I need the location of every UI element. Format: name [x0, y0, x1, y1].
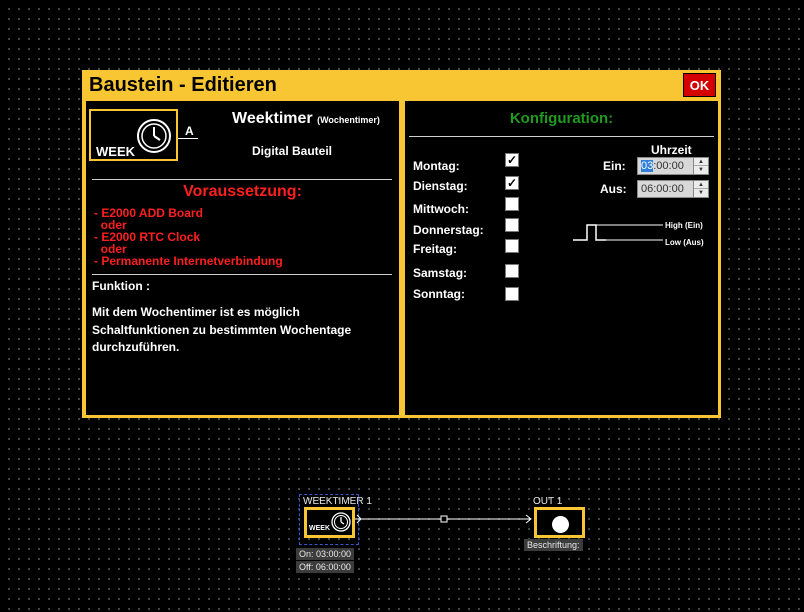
weektimer-block[interactable] [304, 507, 355, 538]
divider [92, 179, 392, 180]
divider [92, 274, 392, 275]
timer-block-label: WEEK [309, 525, 330, 532]
time-title: Uhrzeit [651, 143, 692, 157]
checkbox-freitag[interactable] [505, 239, 519, 253]
output-label: A [185, 124, 194, 138]
signal-diagram [571, 221, 665, 243]
requirement-item: - Permanente Internetverbindung [94, 254, 283, 268]
off-time-value: 06:00:00 [641, 183, 684, 195]
on-time-value [641, 160, 684, 172]
dialog-title: Baustein - Editieren [89, 74, 277, 96]
on-label: Ein: [603, 159, 626, 173]
day-label-donnerstag: Donnerstag: [413, 223, 484, 237]
checkbox-sonntag[interactable] [505, 287, 519, 301]
requirement-item: - E2000 ADD Board [94, 206, 203, 220]
requirement-item: oder [94, 218, 127, 232]
timer-off-info: Off: 06:00:00 [296, 561, 354, 573]
day-label-freitag: Freitag: [413, 242, 458, 256]
chevron-down-icon[interactable]: ▼ [698, 167, 704, 173]
info-panel [86, 101, 399, 415]
checkbox-mittwoch[interactable] [505, 197, 519, 211]
chevron-up-icon[interactable]: ▲ [694, 158, 708, 166]
edit-dialog [82, 70, 721, 418]
function-line: durchzuführen. [92, 340, 180, 354]
legend-high: High (Ein) [665, 221, 703, 230]
day-label-samstag: Samstag: [413, 266, 468, 280]
ok-button[interactable]: OK [683, 73, 716, 97]
out-node-name: OUT 1 [533, 496, 563, 507]
function-title: Funktion : [92, 279, 150, 293]
config-title: Konfiguration: [509, 110, 614, 127]
clock-icon [331, 512, 351, 532]
chevron-down-icon[interactable]: ▼ [698, 190, 704, 196]
off-time-input[interactable] [637, 180, 709, 198]
component-title [232, 110, 380, 128]
timer-on-info: On: 03:00:00 [296, 548, 354, 560]
out-caption: Beschriftung: [524, 539, 583, 551]
checkbox-montag[interactable]: ✓ [506, 153, 518, 167]
component-subtitle: Digital Bauteil [252, 144, 333, 158]
checkbox-samstag[interactable] [505, 264, 519, 278]
day-label-dienstag: Dienstag: [413, 179, 468, 193]
timer-node-name: WEEKTIMER 1 [303, 496, 372, 507]
output-line [178, 138, 198, 139]
connection-wire[interactable] [355, 512, 537, 526]
clock-icon [136, 118, 172, 154]
on-time-spinner[interactable] [693, 158, 708, 174]
on-time-rest: :00:00 [653, 160, 684, 172]
requirements-title: Voraussetzung: [183, 183, 302, 200]
on-time-input[interactable] [637, 157, 709, 175]
requirement-item: oder [94, 242, 127, 256]
config-panel [405, 101, 718, 415]
dialog-titlebar [82, 70, 721, 100]
day-label-mittwoch: Mittwoch: [413, 202, 469, 216]
function-line: Schaltfunktionen zu bestimmten Wochentage [92, 322, 352, 337]
checkbox-dienstag[interactable]: ✓ [506, 176, 518, 190]
off-label: Aus: [600, 182, 627, 196]
on-time-hour: 03 [641, 160, 654, 172]
day-label-montag: Montag: [413, 159, 460, 173]
off-time-spinner[interactable] [693, 181, 708, 197]
checkbox-donnerstag[interactable] [505, 218, 519, 232]
function-description [92, 304, 382, 357]
function-line: Mit dem Wochentimer ist es möglich [92, 305, 300, 319]
led-icon [552, 516, 569, 533]
day-label-sonntag: Sonntag: [413, 287, 465, 301]
weektimer-symbol [89, 109, 178, 161]
requirement-item: - E2000 RTC Clock [94, 230, 201, 244]
component-title-small: (Wochentimer) [317, 115, 380, 125]
output-block[interactable] [534, 507, 585, 538]
legend-low: Low (Aus) [665, 238, 704, 247]
week-label: WEEK [96, 144, 135, 159]
requirements-list [94, 207, 283, 267]
divider [409, 136, 714, 137]
chevron-up-icon[interactable]: ▲ [694, 181, 708, 189]
component-title-main: Weektimer [232, 110, 313, 127]
